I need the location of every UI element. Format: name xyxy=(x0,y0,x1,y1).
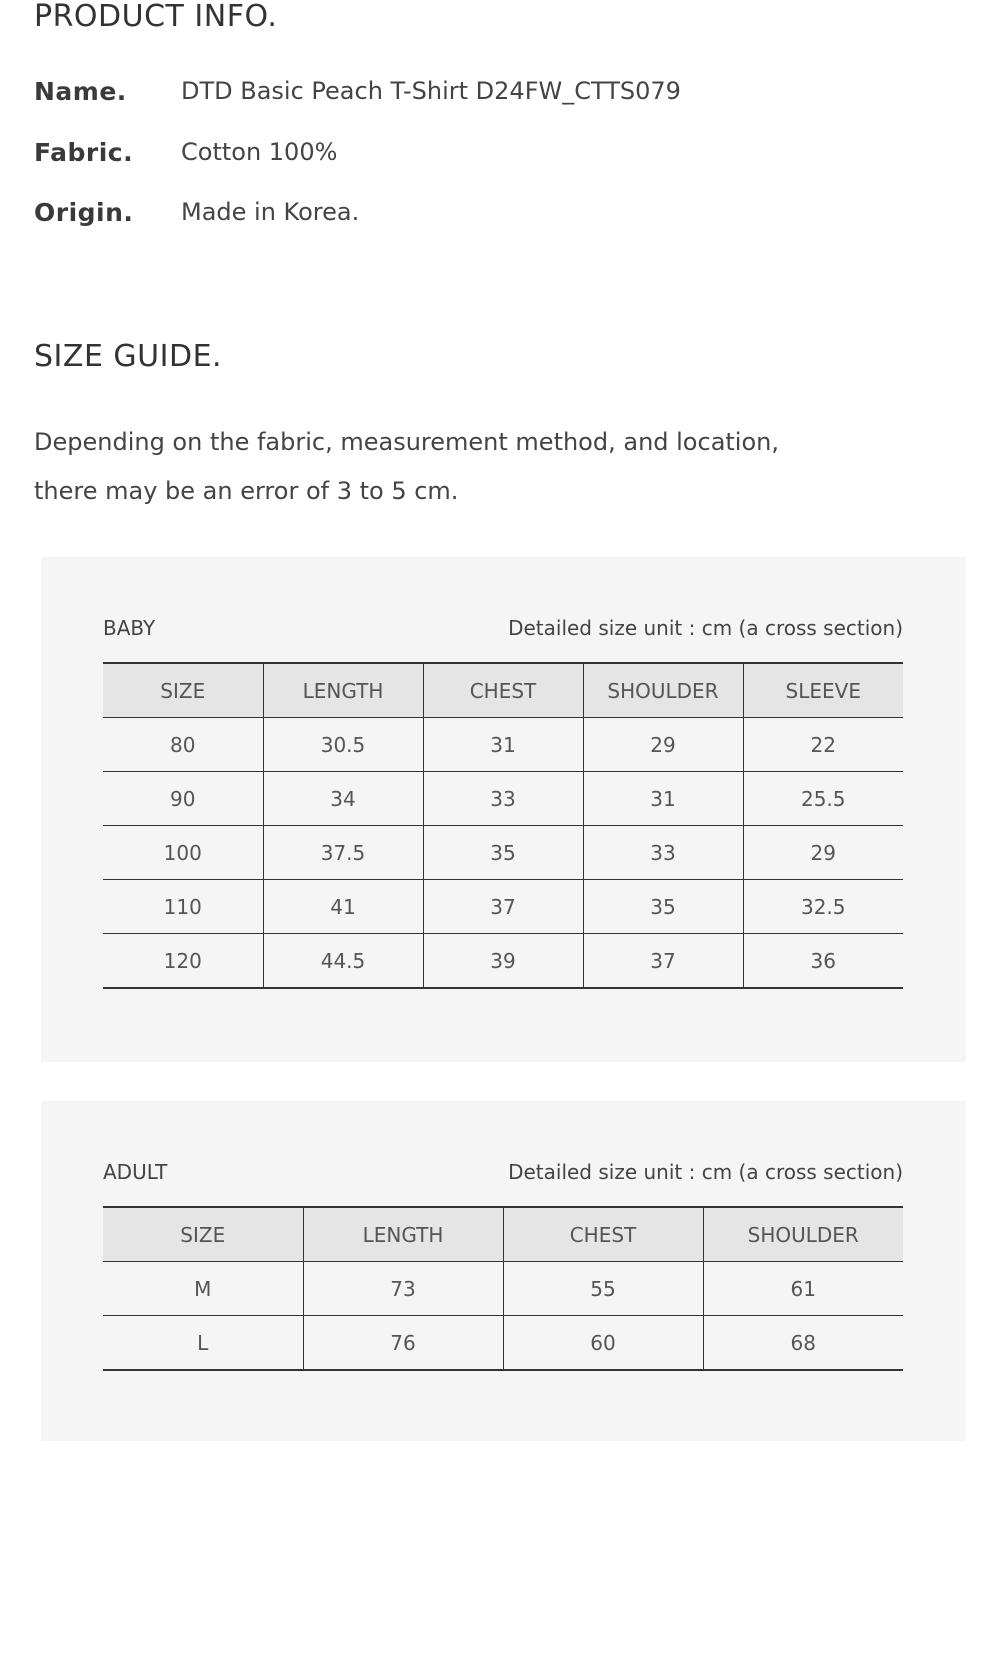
baby-panel-header xyxy=(103,616,903,640)
table-cell: 33 xyxy=(423,772,583,826)
header-shoulder: SHOULDER xyxy=(703,1207,903,1262)
table-cell: 44.5 xyxy=(263,934,423,989)
header-length: LENGTH xyxy=(263,663,423,718)
table-cell: 41 xyxy=(263,880,423,934)
table-cell: 33 xyxy=(583,826,743,880)
table-cell: 100 xyxy=(103,826,263,880)
header-size: SIZE xyxy=(103,1207,303,1262)
table-row xyxy=(103,718,903,772)
baby-unit-note: Detailed size unit : cm (a cross section) xyxy=(508,616,903,640)
info-label-name: Name. xyxy=(34,76,127,106)
table-cell: 36 xyxy=(743,934,903,989)
info-label-origin: Origin. xyxy=(34,197,134,227)
adult-size-panel xyxy=(41,1101,966,1441)
table-header-row xyxy=(103,1207,903,1262)
table-cell: 39 xyxy=(423,934,583,989)
table-row xyxy=(103,1316,903,1371)
table-cell: 31 xyxy=(583,772,743,826)
table-cell: 80 xyxy=(103,718,263,772)
table-cell: L xyxy=(197,1330,209,1355)
table-cell: 60 xyxy=(503,1316,703,1371)
table-cell: 55 xyxy=(503,1262,703,1316)
table-cell: 37 xyxy=(583,934,743,989)
table-cell: 31 xyxy=(423,718,583,772)
header-chest: CHEST xyxy=(503,1207,703,1262)
table-cell: 61 xyxy=(703,1262,903,1316)
adult-table-label: ADULT xyxy=(103,1160,168,1184)
adult-unit-note: Detailed size unit : cm (a cross section) xyxy=(508,1160,903,1184)
size-guide-note-line-1: Depending on the fabric, measurement method, and location, xyxy=(34,428,779,456)
info-row-fabric xyxy=(34,135,337,169)
info-value-fabric: Cotton 100% xyxy=(181,138,338,166)
table-cell: 73 xyxy=(303,1262,503,1316)
table-row xyxy=(103,934,903,989)
table-cell: 25.5 xyxy=(743,772,903,826)
table-cell: M xyxy=(103,1262,303,1316)
table-cell: 68 xyxy=(703,1316,903,1371)
table-cell: 37.5 xyxy=(263,826,423,880)
header-length: LENGTH xyxy=(303,1207,503,1262)
size-guide-note xyxy=(34,418,779,516)
adult-panel-header xyxy=(103,1160,903,1184)
table-cell: 90 xyxy=(103,772,263,826)
table-row xyxy=(103,826,903,880)
table-cell: 30.5 xyxy=(263,718,423,772)
header-sleeve: SLEEVE xyxy=(743,663,903,718)
table-cell: 29 xyxy=(583,718,743,772)
table-cell: 37 xyxy=(423,880,583,934)
baby-table-label: BABY xyxy=(103,616,156,640)
table-cell: 76 xyxy=(303,1316,503,1371)
baby-size-table xyxy=(103,662,903,989)
table-cell: 35 xyxy=(423,826,583,880)
table-cell: 35 xyxy=(583,880,743,934)
info-value-origin: Made in Korea. xyxy=(181,198,360,226)
info-row-name xyxy=(34,74,681,108)
table-row xyxy=(103,772,903,826)
table-row xyxy=(103,1262,903,1316)
table-cell: 120 xyxy=(163,948,202,973)
table-cell: 34 xyxy=(263,772,423,826)
table-cell: 29 xyxy=(743,826,903,880)
table-cell: 22 xyxy=(743,718,903,772)
adult-size-table xyxy=(103,1206,903,1371)
info-value-name: DTD Basic Peach T-Shirt D24FW_CTTS079 xyxy=(181,77,681,105)
size-guide-title: SIZE GUIDE. xyxy=(34,339,223,374)
table-row xyxy=(103,880,903,934)
info-label-fabric: Fabric. xyxy=(34,137,134,167)
product-info-title: PRODUCT INFO. xyxy=(34,0,278,34)
info-row-origin xyxy=(34,195,359,229)
header-shoulder: SHOULDER xyxy=(583,663,743,718)
table-cell: 110 xyxy=(103,880,263,934)
header-size: SIZE xyxy=(103,663,263,718)
table-cell: 32.5 xyxy=(743,880,903,934)
header-chest: CHEST xyxy=(423,663,583,718)
table-header-row xyxy=(103,663,903,718)
baby-size-panel xyxy=(41,557,966,1062)
size-guide-note-line-2: there may be an error of 3 to 5 cm. xyxy=(34,477,459,505)
